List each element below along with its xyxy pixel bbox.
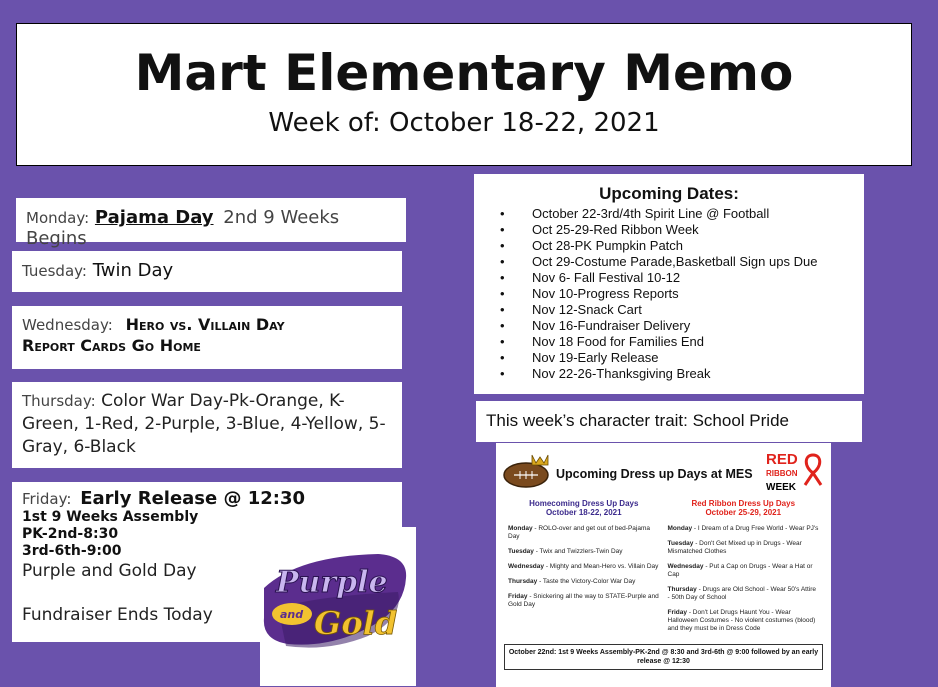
list-item: • Oct 28-PK Pumpkin Patch [486, 238, 852, 254]
rr-red: RED [766, 451, 798, 468]
list-item: Monday - ROLO-over and get out of bed-Pajama Day [508, 525, 650, 540]
list-item: • Nov 12-Snack Cart [486, 302, 852, 318]
list-item: • Nov 16-Fundraiser Delivery [486, 318, 852, 334]
homecoming-football-icon [502, 451, 554, 491]
logo-word-purple: Purple [276, 565, 388, 600]
memo-header [16, 23, 912, 166]
tuesday-label: Tuesday: [22, 262, 87, 280]
friday-purple-gold: Purple and Gold Day [22, 561, 197, 581]
dress-up-flyer [496, 443, 831, 687]
friday-fundraiser: Fundraiser Ends Today [22, 605, 213, 625]
list-item: • Nov 18 Food for Families End [486, 334, 852, 350]
upcoming-dates-list [486, 206, 852, 382]
thursday-label: Thursday: [22, 392, 96, 410]
list-item: Friday - Snickering all the way to STATE-Purple and Gold Day [508, 593, 659, 608]
red-ribbon-week-logo [766, 453, 798, 495]
logo-word-and: and [280, 608, 304, 621]
list-item: Wednesday - Put a Cap on Drugs - Wear a Hat or Cap [667, 563, 813, 578]
memo-title: Mart Elementary Memo [134, 44, 794, 102]
list-item: Friday - Don't Let Drugs Haunt You - Wear Halloween Costumes - No violent costumes (blood) and they must be in Dress Code [667, 609, 816, 632]
list-item: Monday - I Dream of a Drug Free World - Wear PJ's [667, 525, 819, 532]
upcoming-dates-title: Upcoming Dates: [599, 184, 739, 203]
wednesday-label: Wednesday: [22, 316, 113, 334]
monday-extra: 2nd 9 Weeks Begins [26, 207, 340, 249]
list-item: • Nov 22-26-Thanksgiving Break [486, 366, 852, 382]
homecoming-heading: Homecoming Dress Up Days [529, 499, 639, 508]
tuesday-theme: Twin Day [92, 260, 174, 281]
logo-word-gold: Gold [314, 604, 398, 642]
list-item: Tuesday - Don't Get Mixed up in Drugs - Wear Mismatched Clothes [667, 540, 802, 555]
monday-box [16, 198, 406, 249]
thursday-box [12, 382, 402, 468]
rr-week: WEEK [766, 482, 796, 493]
purple-gold-logo [258, 548, 414, 653]
memo-week: Week of: October 18-22, 2021 [268, 108, 660, 138]
list-item: • Oct 29-Costume Parade,Basketball Sign ups Due [486, 254, 852, 270]
character-trait-box [476, 401, 862, 442]
friday-time-2: 3rd-6th-9:00 [22, 543, 122, 559]
assembly-note: October 22nd: 1st 9 Weeks Assembly-PK-2nd @ 8:30 and 3rd-6th @ 9:00 followed by an early release @ 12:30 [504, 644, 823, 670]
red-ribbon-column [664, 499, 824, 640]
character-trait-text: This week’s character trait: School Pride [486, 411, 789, 430]
list-item: Tuesday - Twix and Twizzlers-Twin Day [508, 548, 623, 555]
wednesday-theme: Hero vs. Villain Day [125, 315, 285, 334]
red-ribbon-heading: Red Ribbon Dress Up Days [691, 499, 796, 508]
monday-theme: Pajama Day [94, 207, 214, 228]
red-ribbon-icon [802, 453, 824, 487]
list-item: • October 22-3rd/4th Spirit Line @ Football [486, 206, 852, 222]
wednesday-report-cards: Report Cards Go Home [22, 336, 201, 355]
list-item: • Nov 10-Progress Reports [486, 286, 852, 302]
monday-label: Monday: [26, 209, 90, 227]
list-item: Thursday - Taste the Victory-Color War Day [508, 578, 636, 585]
thursday-theme: Color War Day-Pk-Orange, K-Green, 1-Red, 2-Purple, 3-Blue, 4-Yellow, 5-Gray, 6-Black [22, 391, 386, 457]
red-ribbon-dates: October 25-29, 2021 [705, 508, 782, 517]
list-item: • Nov 6- Fall Festival 10-12 [486, 270, 852, 286]
wednesday-box [12, 306, 402, 369]
upcoming-dates-box [474, 174, 864, 394]
list-item: Wednesday - Mighty and Mean-Hero vs. Villain Day [508, 563, 659, 570]
friday-assembly: 1st 9 Weeks Assembly [22, 509, 199, 525]
homecoming-dates: October 18-22, 2021 [545, 508, 622, 517]
friday-theme: Early Release @ 12:30 [80, 488, 306, 509]
friday-label: Friday: [22, 490, 72, 508]
homecoming-column [504, 499, 664, 640]
rr-ribbon: RIBBON [766, 469, 798, 478]
list-item: Thursday - Drugs are Old School - Wear 50's Attire - 50th Day of School [667, 586, 817, 601]
list-item: • Oct 25-29-Red Ribbon Week [486, 222, 852, 238]
friday-time-1: PK-2nd-8:30 [22, 526, 119, 542]
list-item: • Nov 19-Early Release [486, 350, 852, 366]
dress-up-title: Upcoming Dress up Days at MES [556, 467, 753, 481]
tuesday-box [12, 251, 402, 292]
